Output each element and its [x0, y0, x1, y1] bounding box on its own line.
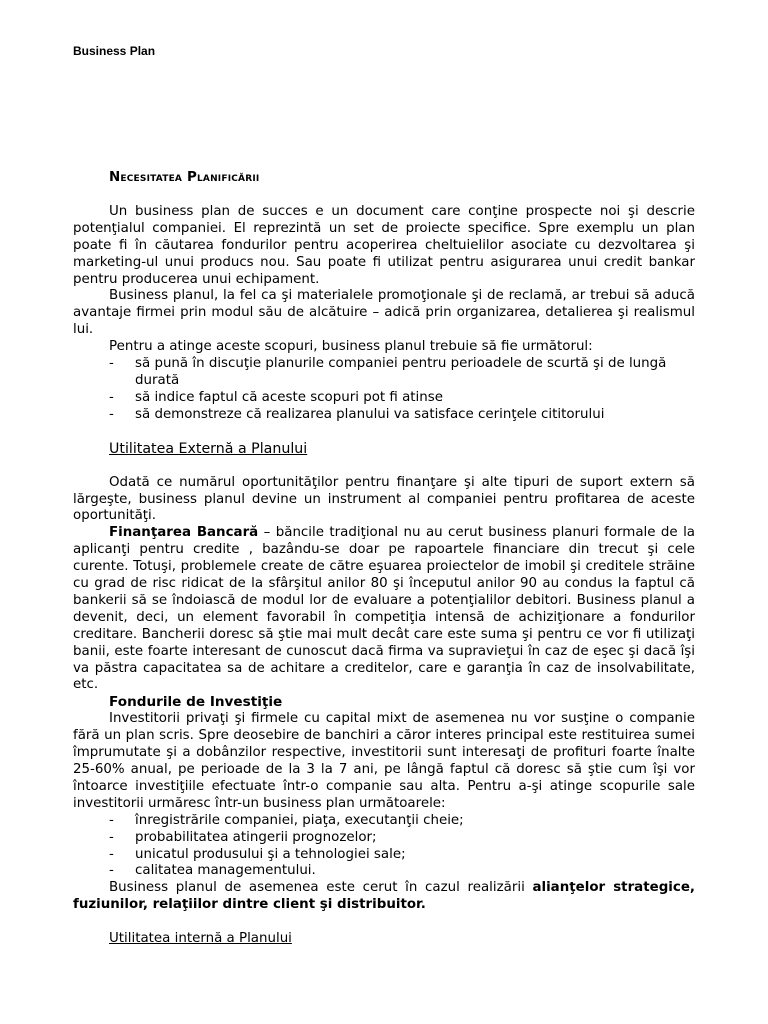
- requirements-list: [73, 356, 695, 424]
- spacer: [73, 914, 695, 931]
- section-heading-internal: Utilitatea internă a Planului: [109, 931, 292, 947]
- section-heading-external: Utilitatea Externă a Planului: [109, 440, 308, 457]
- document-body: [73, 170, 695, 948]
- dash-marker: -: [109, 829, 114, 845]
- list-item: - să demonstreze că realizarea planului va satisface cerinţele cititorului: [109, 406, 605, 422]
- dash-marker: -: [109, 356, 114, 372]
- list-item: - înregistrările companiei, piaţa, executanţii cheie;: [109, 812, 464, 828]
- paragraph: Business planul, la fel ca şi materialele promoţionale şi de reclamă, ar trebui să aducă avantaje firmei prin modul său de alcătuire – adică prin organizarea, detalierea şi realismul lui.: [73, 288, 695, 338]
- list-item: - calitatea managementului.: [109, 863, 316, 879]
- paragraph: Odată ce numărul oportunităţilor pentru finanţare şi alte tipuri de suport extern să lărgeşte, business planul devine un instrument al companiei pentru profitarea de aceste oportunităţi.: [73, 474, 695, 524]
- section-heading-planning: Necesitatea Planificării: [109, 170, 260, 185]
- paragraph: Pentru a atinge aceste scopuri, business planul trebuie să fie următorul:: [109, 339, 593, 355]
- dash-marker: -: [109, 863, 114, 879]
- bold-term: Finanţarea Bancară: [109, 525, 259, 541]
- paragraph: Investitorii privaţi şi firmele cu capital mixt de asemenea nu vor susţine o companie fără un plan scris. Spre deosebire de banchiri a căror interes principal este restituirea sumei împrumutate şi a dobânzilor respective, investitorii sunt interesaţi de profituri foarte înalte 25-60% anual, pe perioade de la 3 la 7 ani, pe lângă faptul că doresc să ştie cum îşi vor întoarce investiţiile efectuate într-o companie sau alta. Pentru a-şi atinge scopurile sale investitorii urmăresc într-un business plan următoarele:: [73, 711, 695, 811]
- list-item: - unicatul produsului şi a tehnologiei sale;: [109, 846, 406, 862]
- dash-marker: -: [109, 846, 114, 862]
- paragraph: Business planul de asemenea este cerut în cazul realizării alianţelor strategice, fuziunilor, relaţiilor dintre client şi distribuitor.: [73, 880, 695, 913]
- bold-phrase: alianţelor strategice, fuziunilor, relaţiilor dintre client şi distribuitor.: [73, 880, 695, 913]
- page-header: Business Plan: [73, 44, 156, 58]
- list-item: - să pună în discuţie planurile companiei pentru perioadele de scurtă şi de lungă durată: [109, 356, 667, 388]
- dash-marker: -: [109, 406, 114, 422]
- paragraph: Un business plan de succes e un document care conţine prospecte noi şi descrie potenţialul companiei. El reprezintă un set de proiecte specifice. Spre exemplu un plan poate fi în căutarea fondurilor pentru acoperirea cheltuielilor asociate cu dezvoltarea şi marketing-ul unui producs nou. Sau poate fi utilizat pentru asigurarea unui credit bankar pentru producerea unui echipament.: [73, 203, 695, 287]
- dash-marker: -: [109, 389, 114, 405]
- paragraph: Finanţarea Bancară – băncile tradiţional nu au cerut business planuri formale de la aplicanţi pentru credite , bazându-se doar pe rapoartele financiare din trecut şi cele curente. Totuşi, problemele create de către eşuarea proiectelor de imobil şi creditele străine cu grad de risc ridicat de la sfârşitul anilor 80 şi începutul anilor 90 au condus la faptul că bankerii să se îndoiască de modul lor de evaluare a potenţialilor debitori. Business planul a devenit, deci, un element favorabil în competiţia intensă de achiziţionare a fondurilor creditare. Bancherii doresc să ştie mai mult decât care este suma şi pentru ce vor fi utilizaţi banii, este foarte interesant de cunoscut dacă firma va supravieţui în caz de eşec şi dacă îşi va păstra capacitatea sa de achitare a creditelor, care e garanţia în caz de insolvabilitate, etc.: [73, 525, 695, 693]
- investor-criteria-list: [73, 813, 695, 881]
- dash-marker: -: [109, 812, 114, 828]
- list-item: - să indice faptul că aceste scopuri pot fi atinse: [109, 389, 443, 405]
- list-item: - probabilitatea atingerii prognozelor;: [109, 829, 377, 845]
- subsection-heading-investment: Fondurile de Investiţie: [109, 694, 283, 711]
